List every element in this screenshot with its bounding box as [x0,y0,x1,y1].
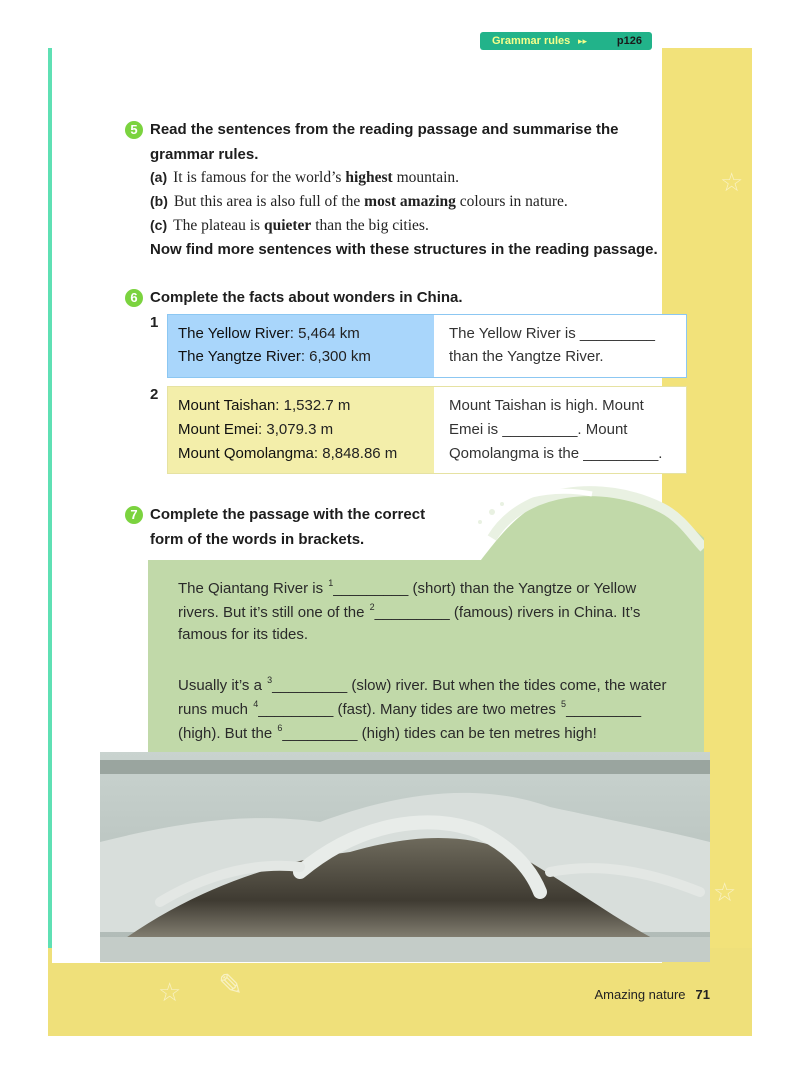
gap-number: 6 [277,723,283,733]
star-doodle-icon: ☆ [720,168,744,198]
fact-row-1-number: 1 [150,314,159,331]
fact-name: The Yellow River [178,325,290,342]
star-doodle-icon: ☆ [713,878,737,908]
passage-text: runs much [178,701,253,718]
grammar-rules-page: p126 [616,35,642,47]
gap-number: 2 [369,602,375,612]
page-footer [594,987,710,1002]
fact-value: : 8,848.86 m [313,445,398,462]
gap-number: 5 [561,699,567,709]
fact-table-1 [167,314,687,378]
double-arrow-icon: ▸▸ [578,36,588,46]
gap-number: 4 [253,699,259,709]
fact-mount-emei [178,421,333,438]
question-5-number: 5 [125,121,143,139]
fact-value: : 1,532.7 m [275,397,351,414]
fact-yangtze-river [178,348,371,365]
sentence-label: (c) [150,217,168,233]
sentence-text: mountain. [392,169,460,186]
passage-text: _________ (short) than the Yangtze or Yellow [333,580,637,597]
pencil-doodle-icon: ✎ [218,968,244,1003]
sentence-bold-word: quieter [263,217,312,234]
question-7-title-line-1: Complete the passage with the correct [150,506,426,523]
sentence-text: It is famous for the world’s [173,169,346,186]
question-5-instruction: Now find more sentences with these structures in the reading passage. [150,241,658,258]
passage-line-1 [178,578,636,597]
question-6-title: Complete the facts about wonders in China. [150,289,463,306]
passage-text: _________ (slow) river. But when the tides come, the water [272,677,667,694]
question-5-title-line-2: grammar rules. [150,146,259,163]
sentence-b [150,193,568,211]
sentence-text: The plateau is [173,217,264,234]
fact-name: The Yangtze River [178,348,301,365]
passage-line-2 [178,602,640,621]
grammar-rules-tag[interactable] [480,32,652,50]
fact-mount-taishan [178,397,350,414]
passage-text: (high). But the [178,725,277,742]
sentence-text: But this area is also full of the [173,193,365,210]
fact-2-sentence-line-1: Mount Taishan is high. Mount [449,397,644,414]
passage-text: rivers. But it’s still one of the [178,604,369,621]
fact-1-sentence-line-1: The Yellow River is _________ [449,325,655,342]
fact-1-sentence-line-2: than the Yangtze River. [449,348,604,365]
fact-value: : 3,079.3 m [258,421,334,438]
question-5-title-line-1: Read the sentences from the reading passage and summarise the [150,121,619,138]
passage-text: famous for its tides. [178,626,309,643]
fact-2-sentence-line-3: Qomolangma is the _________. [449,445,663,462]
fact-name: Mount Taishan [178,397,276,414]
passage-text: _________ (fast). Many tides are two metres [258,701,561,718]
fact-2-sentence-line-2: Emei is _________. Mount [449,421,628,438]
tidal-wave-photo [100,752,710,962]
sentence-label: (a) [150,169,168,185]
passage-text: The Qiantang River is [178,580,328,597]
fact-value: : 6,300 km [300,348,371,365]
sentence-bold-word: most amazing [364,193,456,210]
footer-page-number: 71 [695,987,710,1002]
passage-text: _________ (high) tides can be ten metres high! [282,725,597,742]
fact-name: Mount Emei [178,421,259,438]
star-doodle-icon: ☆ [158,978,182,1008]
fact-row-2-number: 2 [150,386,159,403]
sentence-c [150,217,429,235]
passage-text: _________ [566,701,642,718]
question-7-title-line-2: form of the words in brackets. [150,531,365,548]
question-6-number: 6 [125,289,143,307]
question-7-number: 7 [125,506,143,524]
passage-line-3 [178,626,308,643]
passage-text: _________ (famous) rivers in China. It’s [374,604,641,621]
fact-yellow-river [178,325,360,342]
sentence-text: than the big cities. [311,217,429,234]
grammar-rules-label: Grammar rules [492,35,571,47]
sentence-text: colours in nature. [455,193,568,210]
passage-text: Usually it’s a [178,677,267,694]
footer-unit-title: Amazing nature [594,987,686,1002]
passage-line-5 [178,699,641,718]
fact-value: : 5,464 km [289,325,360,342]
gap-number: 1 [328,578,334,588]
passage-line-4 [178,675,667,694]
sentence-label: (b) [150,193,168,209]
sentence-bold-word: highest [345,169,393,186]
sentence-a [150,169,459,187]
fact-name: Mount Qomolangma [178,445,314,462]
passage-line-6 [178,723,597,742]
fact-mount-qomolangma [178,445,397,462]
gap-number: 3 [267,675,273,685]
